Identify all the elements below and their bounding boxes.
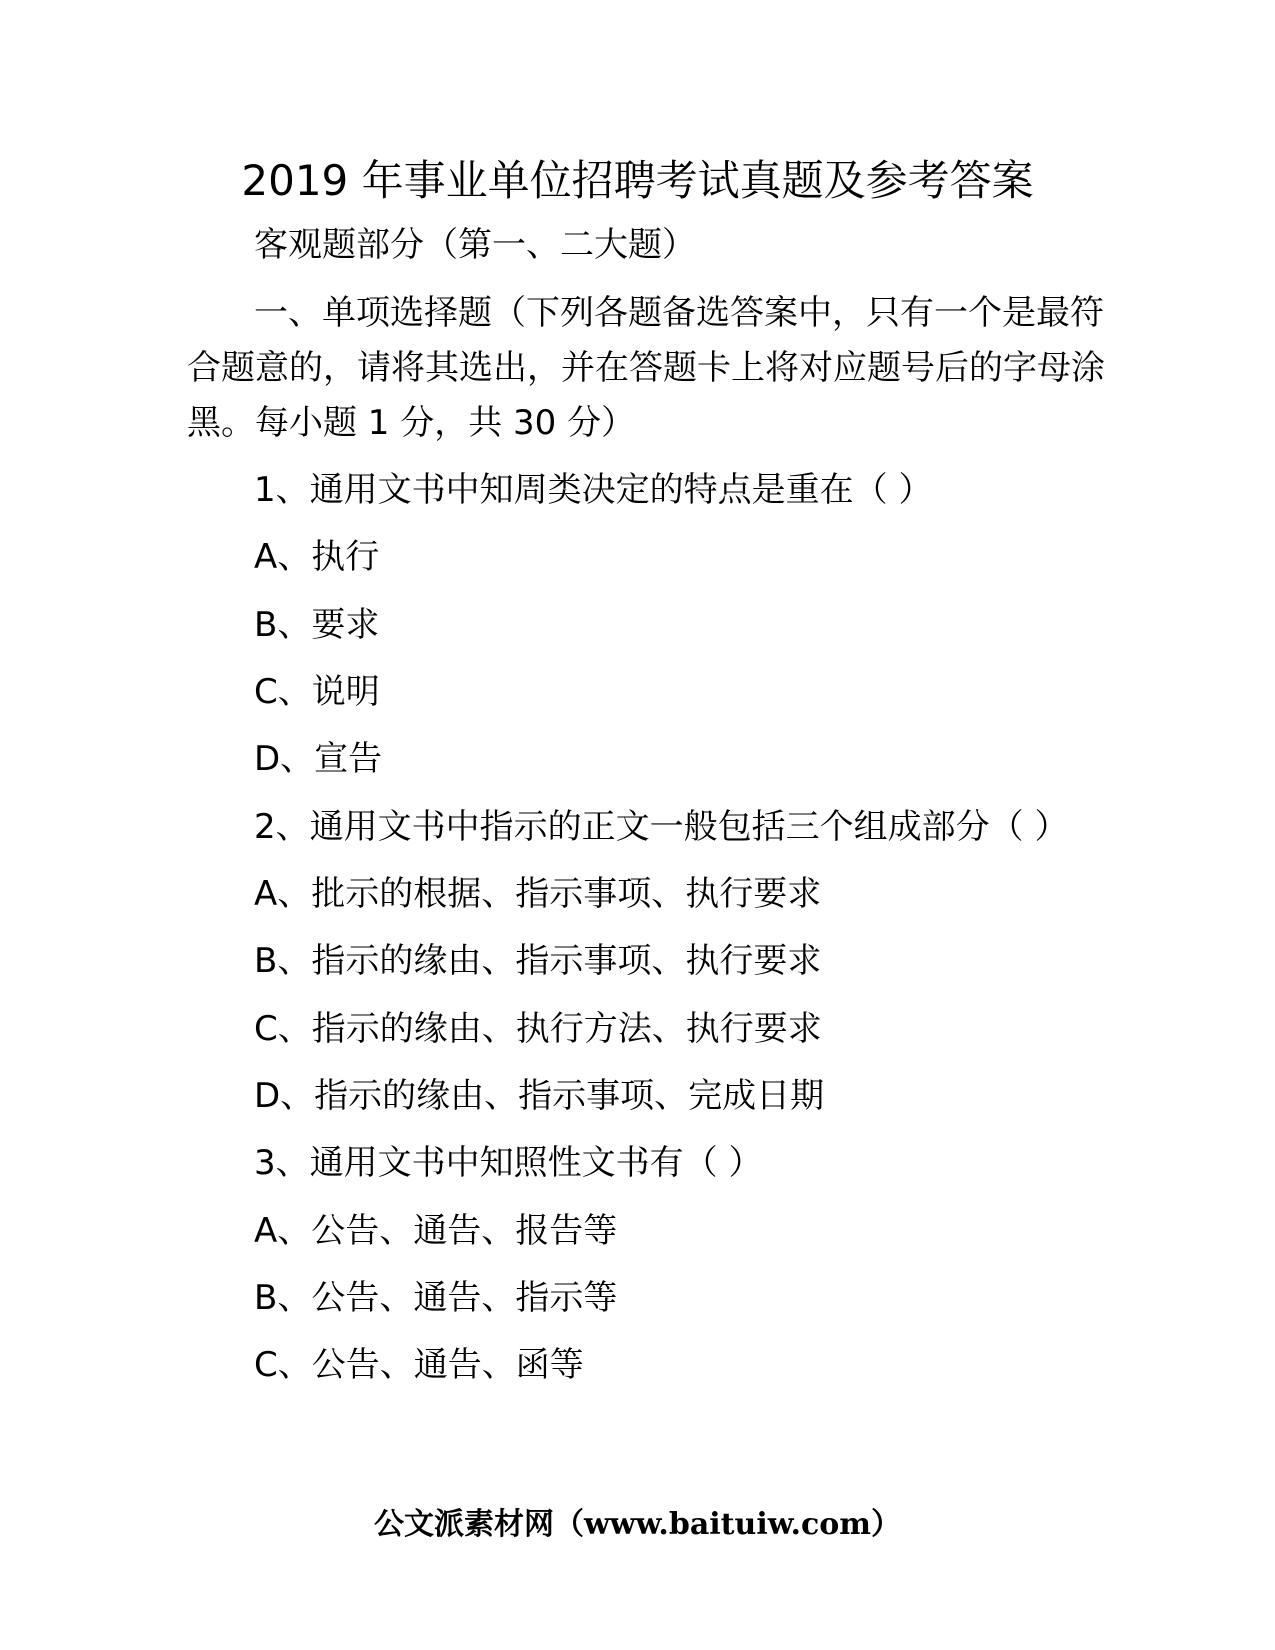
answer-option: B、指示的缘由、指示事项、执行要求 xyxy=(254,941,822,981)
question-stem: 3、通用文书中知照性文书有（ ） xyxy=(254,1143,763,1183)
answer-option: D、指示的缘由、指示事项、完成日期 xyxy=(254,1076,825,1116)
document-title: 2019 年事业单位招聘考试真题及参考答案 xyxy=(241,156,1034,205)
answer-option: D、宣告 xyxy=(254,739,383,779)
answer-option: C、公告、通告、函等 xyxy=(254,1345,584,1385)
section-heading: 客观题部分（第一、二大题） xyxy=(254,225,696,265)
answer-option: C、指示的缘由、执行方法、执行要求 xyxy=(254,1009,822,1049)
instruction-line: 一、单项选择题（下列各题备选答案中，只有一个是最符 xyxy=(254,293,1104,333)
instruction-line: 合题意的，请将其选出，并在答题卡上将对应题号后的字母涂 xyxy=(187,348,1105,388)
answer-option: B、要求 xyxy=(254,605,380,645)
answer-option: C、说明 xyxy=(254,672,380,712)
answer-option: A、批示的根据、指示事项、执行要求 xyxy=(254,874,822,914)
footer-watermark: 公文派素材网（www.baituiw.com） xyxy=(373,1507,902,1542)
question-stem: 1、通用文书中知周类决定的特点是重在（ ） xyxy=(254,470,933,510)
question-stem: 2、通用文书中指示的正文一般包括三个组成部分（ ） xyxy=(254,807,1069,847)
answer-option: A、公告、通告、报告等 xyxy=(254,1211,618,1251)
answer-option: A、执行 xyxy=(254,537,380,577)
instruction-line: 黑。每小题 1 分，共 30 分） xyxy=(187,403,636,443)
answer-option: B、公告、通告、指示等 xyxy=(254,1278,618,1318)
